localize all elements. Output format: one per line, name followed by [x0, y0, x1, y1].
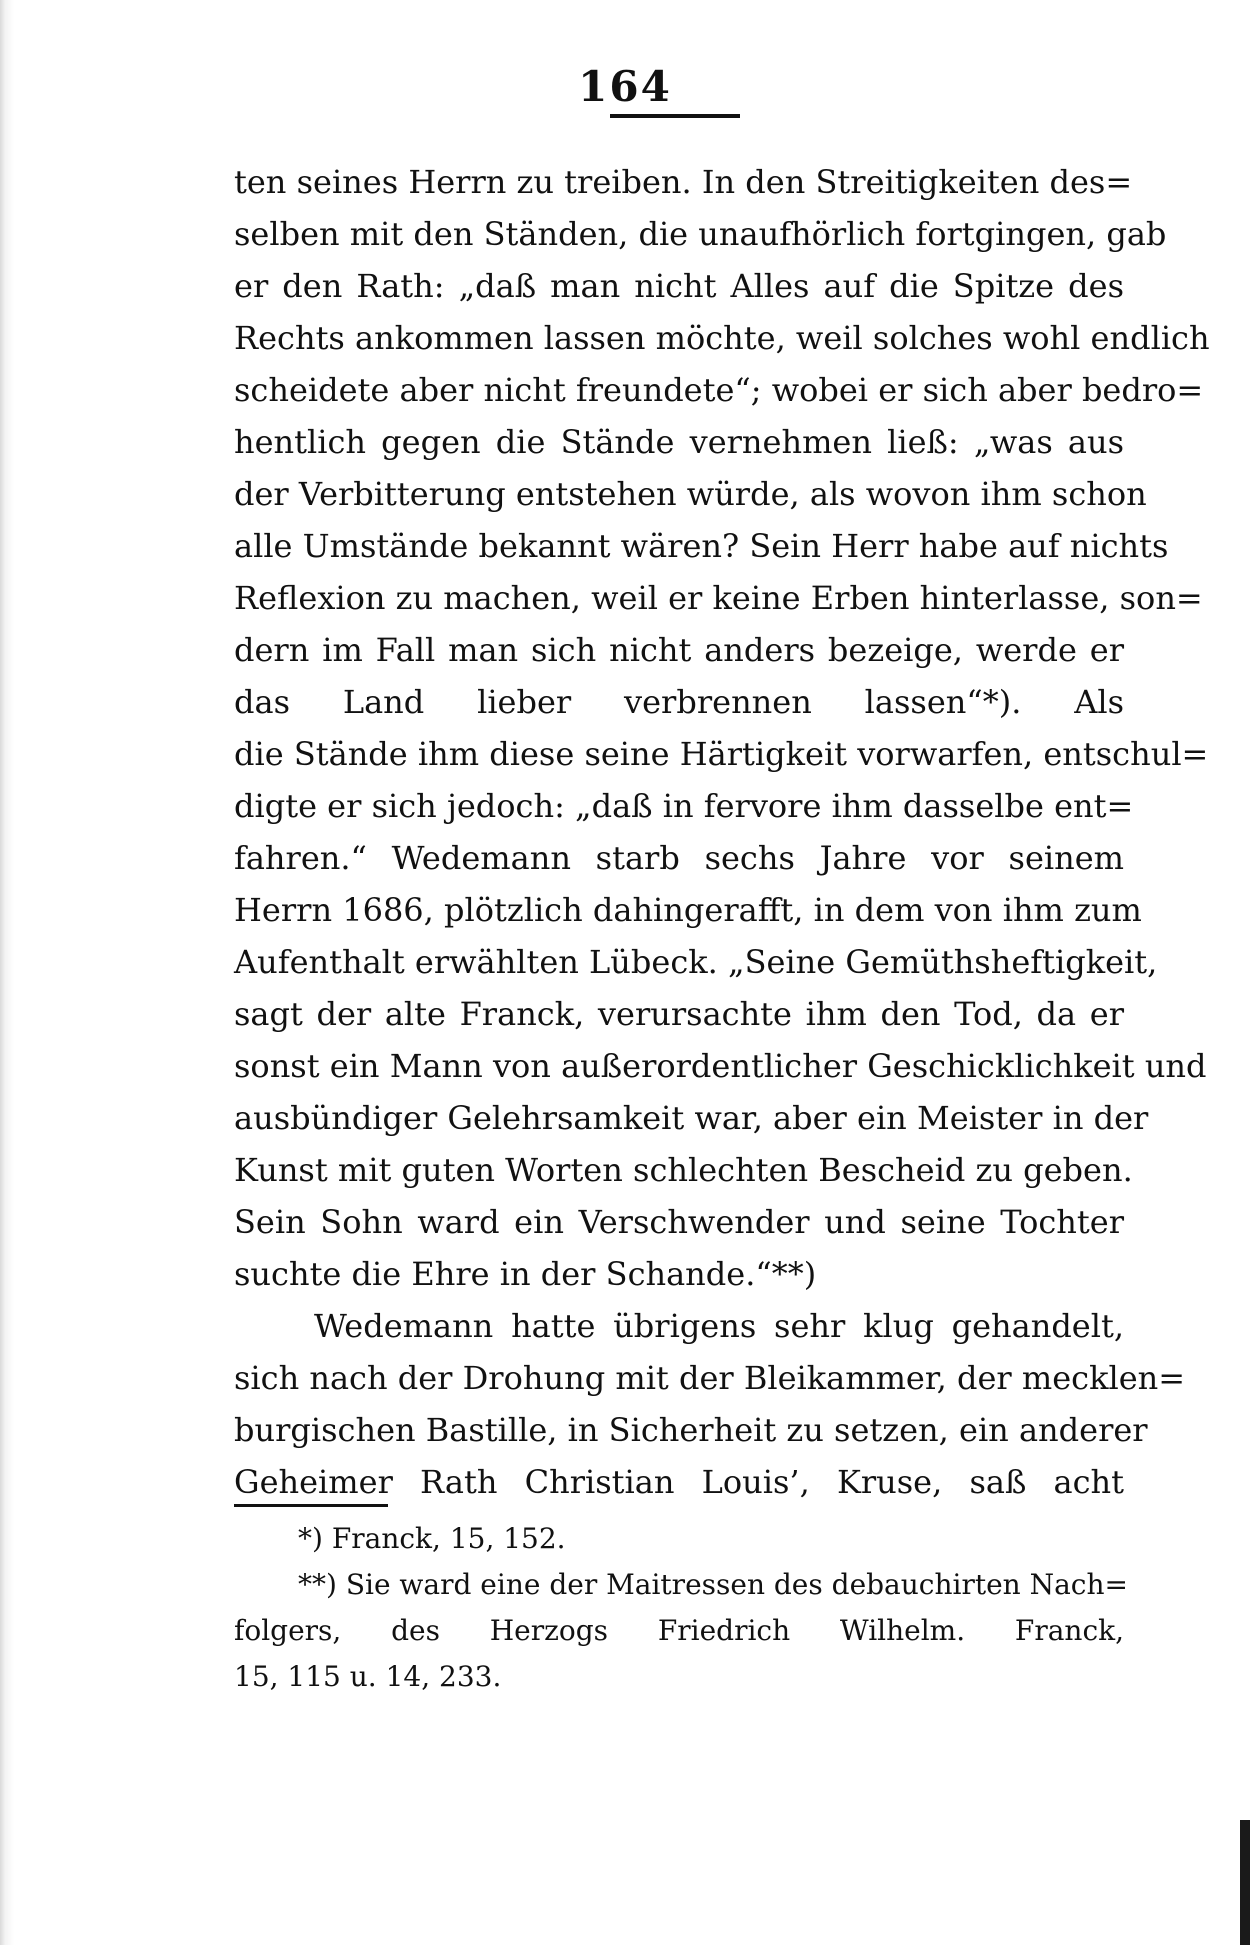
text-line: selben mit den Ständen, die unaufhörlich fortgingen, gab — [234, 215, 1167, 253]
text-line: sagt der alte Franck, verursachte ihm den Tod, da er — [234, 995, 1124, 1033]
text-line: Herrn 1686, plötzlich dahingerafft, in dem von ihm zum — [234, 891, 1142, 929]
scan-right-edge-shadow — [1240, 1820, 1250, 1945]
text-line: Rechts ankommen lassen möchte, weil solches wohl endlich — [234, 319, 1210, 357]
text-line: Geheimer Rath Christian Louis’, Kruse, saß acht — [234, 1463, 1124, 1501]
text-line: sonst ein Mann von außerordentlicher Geschicklichkeit und — [234, 1047, 1207, 1085]
text-line: fahren.“ Wedemann starb sechs Jahre vor seinem — [234, 839, 1124, 877]
text-line: dern im Fall man sich nicht anders bezeige, werde er — [234, 631, 1124, 669]
text-line: ten seines Herrn zu treiben. In den Streitigkeiten des= — [234, 163, 1133, 201]
body-text — [234, 156, 1210, 1508]
footnotes — [234, 1516, 1128, 1700]
footnote-2: **) Sie ward eine der Maitressen des debauchirten Nach= — [298, 1568, 1128, 1601]
text-line: der Verbitterung entstehen würde, als wovon ihm schon — [234, 475, 1147, 513]
page-number-underline — [610, 114, 740, 118]
text-line: hentlich gegen die Stände vernehmen ließ: „was aus — [234, 423, 1124, 461]
text-line-paragraph-start: Wedemann hatte übrigens sehr klug gehandelt, — [314, 1307, 1124, 1345]
scan-left-edge — [0, 0, 14, 1945]
text-line: das Land lieber verbrennen lassen“*). Als — [234, 683, 1124, 721]
text-line: er den Rath: „daß man nicht Alles auf die Spitze des — [234, 267, 1124, 305]
footnote-1: *) Franck, 15, 152. — [298, 1522, 566, 1555]
text-line: Reflexion zu machen, weil er keine Erben hinterlasse, son= — [234, 579, 1203, 617]
text-line: digte er sich jedoch: „daß in fervore ihm dasselbe ent= — [234, 787, 1134, 825]
text-line: burgischen Bastille, in Sicherheit zu setzen, ein anderer — [234, 1411, 1148, 1449]
text-line: scheidete aber nicht freundete“; wobei er sich aber bedro= — [234, 371, 1204, 409]
text-line: die Stände ihm diese seine Härtigkeit vorwarfen, entschul= — [234, 735, 1209, 773]
text-line: Aufenthalt erwählten Lübeck. „Seine Gemüthsheftigkeit, — [234, 943, 1158, 981]
footnote-2-continued: folgers, des Herzogs Friedrich Wilhelm. Franck, — [234, 1614, 1124, 1647]
text-line: Kunst mit guten Worten schlechten Bescheid zu geben. — [234, 1151, 1133, 1189]
text-line: Sein Sohn ward ein Verschwender und seine Tochter — [234, 1203, 1124, 1241]
text-line: alle Umstände bekannt wären? Sein Herr habe auf nichts — [234, 527, 1169, 565]
text-line: sich nach der Drohung mit der Bleikammer, der mecklen= — [234, 1359, 1186, 1397]
page-number: 164 — [578, 62, 672, 111]
footnote-separator — [234, 1504, 388, 1507]
text-line: ausbündiger Gelehrsamkeit war, aber ein Meister in der — [234, 1099, 1149, 1137]
text-line-paragraph-end: suchte die Ehre in der Schande.“**) — [234, 1255, 817, 1293]
footnote-2-end: 15, 115 u. 14, 233. — [234, 1660, 502, 1693]
